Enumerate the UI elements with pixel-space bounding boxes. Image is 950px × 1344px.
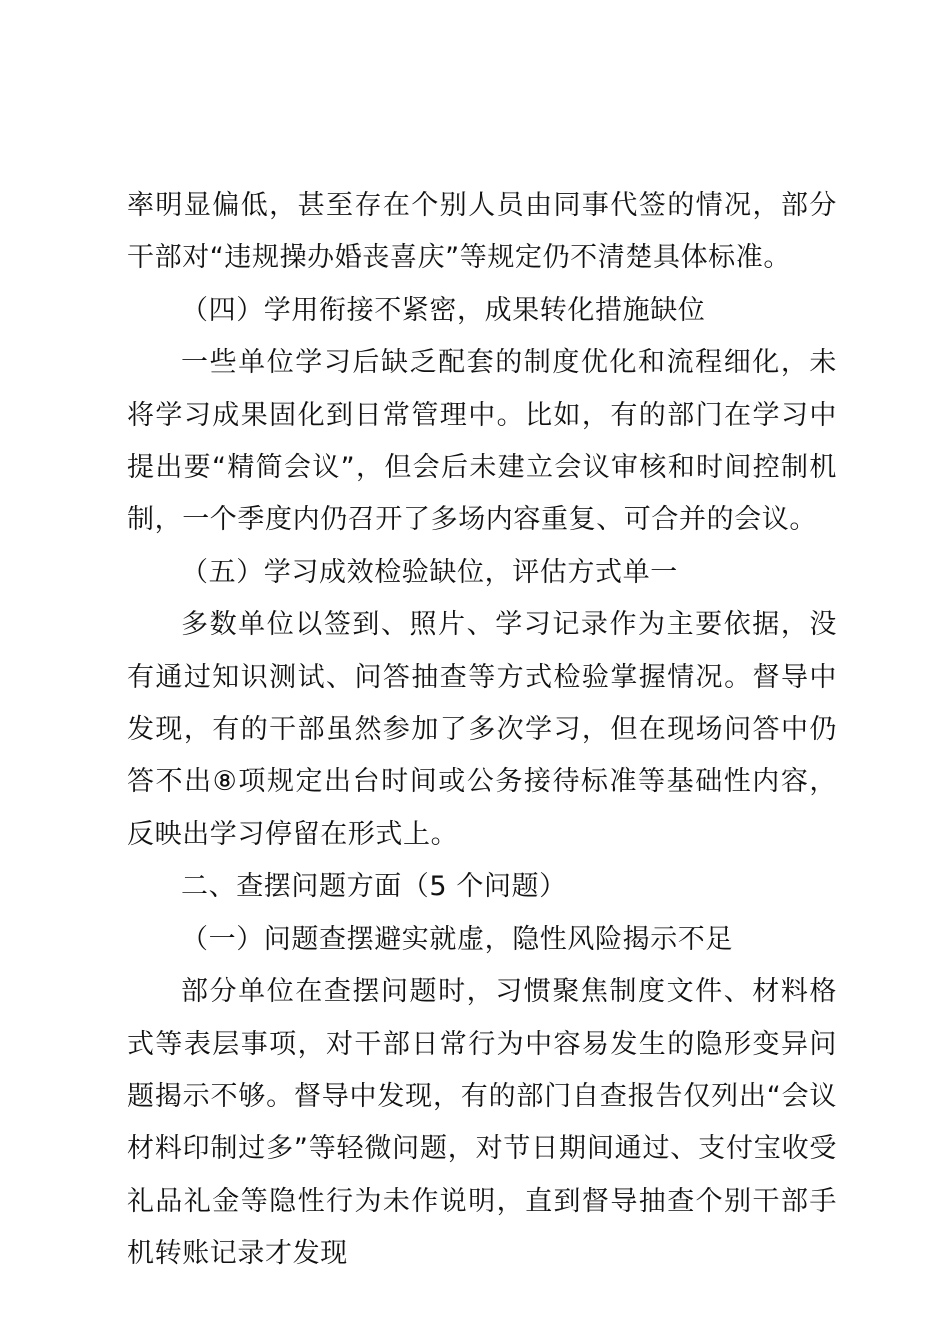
subheading-one: （一）问题查摆避实就虚，隐性风险揭示不足	[181, 923, 733, 955]
subheading-four: （四）学用衔接不紧密，成果转化措施缺位	[181, 294, 706, 326]
section-heading-two: 二、查摆问题方面（5 个问题）	[181, 871, 567, 903]
body-paragraph-learning-evaluation: 多数单位以签到、照片、学习记录作为主要依据，没有通过知识测试、问答抽查等方式检验掌握情况。督导中发现，有的干部虽然参加了多次学习，但在现场问答中仍答不出⑧项规定出台时间或公务接待标准等基础性内容，反映出学习停留在形式上。	[127, 609, 837, 850]
body-paragraph-problem-finding: 部分单位在查摆问题时，习惯聚焦制度文件、材料格式等表层事项，对干部日常行为中容易发生的隐形变异问题揭示不够。督导中发现，有的部门自查报告仅列出“会议材料印制过多”等轻微问题，对节日期间通过、支付宝收受礼品礼金等隐性行为未作说明，直到督导抽查个别干部手机转账记录才发现	[127, 976, 837, 1270]
body-paragraph-learning-application: 一些单位学习后缺乏配套的制度优化和流程细化，未将学习成果固化到日常管理中。比如，有的部门在学习中提出要“精简会议”，但会后未建立会议审核和时间控制机制，一个季度内仍召开了多场内容重复、可合并的会议。	[127, 347, 837, 536]
document-body	[127, 180, 837, 1281]
subheading-five: （五）学习成效检验缺位，评估方式单一	[181, 556, 678, 588]
body-paragraph-continued: 率明显偏低，甚至存在个别人员由同事代签的情况，部分干部对“违规操办婚丧喜庆”等规定仍不清楚具体标准。	[127, 190, 837, 274]
